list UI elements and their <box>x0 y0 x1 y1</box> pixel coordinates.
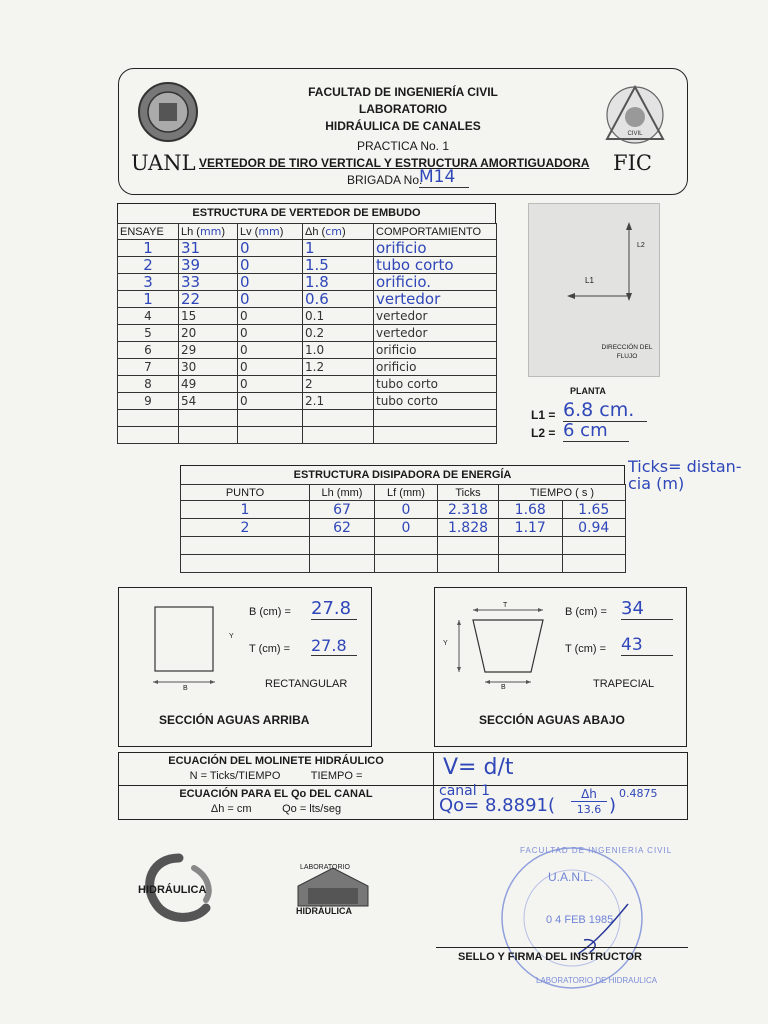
funnel-cell <box>238 410 303 427</box>
funnel-cell: 0 <box>238 325 303 342</box>
col-lv: Lv (mm) <box>238 224 303 240</box>
funnel-cell: vertedor <box>374 291 497 308</box>
seal-civil-text: CIVIL <box>627 131 643 137</box>
dissipator-cell: 1.65 <box>562 501 626 519</box>
funnel-cell <box>374 410 497 427</box>
l2-label: L2 = <box>531 426 556 440</box>
stamp-date-text: 0 4 FEB 1985 <box>546 914 614 926</box>
col-ticks: Ticks <box>438 485 499 501</box>
col-lf: Lf (mm) <box>375 485 438 501</box>
col-punto: PUNTO <box>181 485 310 501</box>
funnel-cell: 1.2 <box>303 359 374 376</box>
upstream-y-label: Y <box>229 633 234 640</box>
funnel-cell: orificio <box>374 359 497 376</box>
upstream-t-field-label: T (cm) = <box>249 643 291 655</box>
qo-exponent: 0.4875 <box>619 787 658 800</box>
funnel-cell: vertedor <box>374 308 497 325</box>
funnel-cell: 1 <box>303 240 374 257</box>
qo-frac-den: 13.6 <box>576 803 602 816</box>
lab-title: LABORATORIO <box>358 102 448 116</box>
funnel-table-row <box>118 427 497 444</box>
dissipator-cell <box>562 555 626 573</box>
funnel-cell: 0.6 <box>303 291 374 308</box>
funnel-cell: 2 <box>303 376 374 393</box>
funnel-cell: 0 <box>238 359 303 376</box>
funnel-cell: 0.2 <box>303 325 374 342</box>
funnel-cell <box>238 427 303 444</box>
funnel-cell: 0 <box>238 393 303 410</box>
downstream-y-label: Y <box>443 640 448 647</box>
funnel-cell: 15 <box>179 308 238 325</box>
col-tiempo: TIEMPO ( s ) <box>499 485 626 501</box>
flow-direction-label: DIRECCIÓN DEL FLUJO <box>601 344 653 360</box>
funnel-cell: 6 <box>118 342 179 359</box>
l2-axis-label: L2 <box>637 242 645 249</box>
funnel-cell <box>118 410 179 427</box>
dissipator-cell: 2 <box>181 519 310 537</box>
funnel-cell: 0 <box>238 257 303 274</box>
dissipator-cell: 0 <box>375 519 438 537</box>
molinete-value: V= d/t <box>443 755 514 780</box>
qo-line1: canal 1 <box>439 783 490 799</box>
downstream-b-field-label: B (cm) = <box>565 606 607 618</box>
molinete-subtitle: N = Ticks/TIEMPO TIEMPO = <box>189 770 363 782</box>
dissipator-cell: 1.68 <box>499 501 563 519</box>
funnel-table-row <box>118 376 497 393</box>
trapezoidal-section-icon <box>449 598 559 694</box>
qo-frac-num: Δh <box>571 787 607 802</box>
funnel-cell: 5 <box>118 325 179 342</box>
dissipator-cell: 0 <box>375 501 438 519</box>
signature-line <box>436 947 688 948</box>
dissipator-cell: 1.828 <box>438 519 499 537</box>
funnel-cell: orificio <box>374 240 497 257</box>
area-title: HIDRÁULICA DE CANALES <box>325 119 481 133</box>
funnel-cell <box>303 427 374 444</box>
funnel-cell: 0 <box>238 240 303 257</box>
col-ensaye: ENSAYE <box>118 224 179 240</box>
funnel-cell: 2.1 <box>303 393 374 410</box>
plan-diagram <box>528 203 660 377</box>
l1-axis-label: L1 <box>585 276 594 285</box>
col-lh: Lh (mm) <box>179 224 238 240</box>
funnel-table-row <box>118 274 497 291</box>
funnel-cell: 29 <box>179 342 238 359</box>
funnel-cell: 1 <box>118 240 179 257</box>
downstream-section-box <box>434 587 687 747</box>
fic-logo-text: FIC <box>613 151 652 175</box>
funnel-table-row <box>118 410 497 427</box>
upstream-section-title: SECCIÓN AGUAS ARRIBA <box>159 713 310 727</box>
funnel-cell: 30 <box>179 359 238 376</box>
dissipator-table-row <box>181 519 626 537</box>
funnel-cell: 22 <box>179 291 238 308</box>
funnel-cell: tubo corto <box>374 257 497 274</box>
funnel-cell: 0 <box>238 308 303 325</box>
logo2-top-text: LABORATORIO <box>300 864 350 871</box>
funnel-cell: 0 <box>238 274 303 291</box>
col-comportamiento: COMPORTAMIENTO <box>374 224 497 240</box>
signature-label: SELLO Y FIRMA DEL INSTRUCTOR <box>458 951 642 963</box>
dissipator-cell <box>499 555 563 573</box>
funnel-cell: 8 <box>118 376 179 393</box>
planta-label: PLANTA <box>570 386 606 396</box>
molinete-title: ECUACIÓN DEL MOLINETE HIDRÁULICO <box>168 755 384 767</box>
funnel-table-row <box>118 342 497 359</box>
funnel-cell: 0 <box>238 291 303 308</box>
downstream-section-title: SECCIÓN AGUAS ABAJO <box>479 713 625 727</box>
uanl-logo-text: UANL <box>131 151 196 175</box>
downstream-t-field-label: T (cm) = <box>565 643 607 655</box>
funnel-cell: 1.0 <box>303 342 374 359</box>
dissipator-cell: 67 <box>310 501 375 519</box>
stamp-bottom-text: LABORATORIO DE HIDRAULICA <box>536 976 658 985</box>
brigade-label: BRIGADA No. <box>347 173 423 187</box>
funnel-cell: 0.1 <box>303 308 374 325</box>
funnel-cell: vertedor <box>374 325 497 342</box>
dissipator-cell: 2.318 <box>438 501 499 519</box>
funnel-cell: tubo corto <box>374 393 497 410</box>
funnel-cell <box>179 427 238 444</box>
upstream-section-box <box>118 587 372 747</box>
practice-number: PRACTICA No. 1 <box>356 139 450 153</box>
l2-value: 6 cm <box>563 420 629 442</box>
funnel-table-row <box>118 240 497 257</box>
downstream-t-label: T <box>503 602 508 609</box>
dissipator-table-row <box>181 555 626 573</box>
funnel-cell: 9 <box>118 393 179 410</box>
downstream-b-label: B <box>501 684 506 691</box>
qo-close-paren: ) <box>609 795 617 816</box>
funnel-cell: orificio <box>374 342 497 359</box>
funnel-table-row <box>118 393 497 410</box>
l1-value: 6.8 cm. <box>563 399 647 422</box>
funnel-cell: 20 <box>179 325 238 342</box>
col-lh: Lh (mm) <box>310 485 375 501</box>
funnel-cell: 49 <box>179 376 238 393</box>
funnel-cell: 31 <box>179 240 238 257</box>
stamp-ring-text: FACULTAD DE INGENIERIA CIVIL <box>520 846 673 855</box>
funnel-cell: 7 <box>118 359 179 376</box>
dissipator-table <box>180 484 626 573</box>
dissipator-cell <box>310 537 375 555</box>
qo-line2: Qo= 8.8891( <box>439 795 555 816</box>
qo-title: ECUACIÓN PARA EL Qo DEL CANAL <box>179 788 373 800</box>
funnel-table-row <box>118 325 497 342</box>
l1-label: L1 = <box>531 408 556 422</box>
equations-box <box>118 752 688 820</box>
rectangular-section-icon <box>141 602 241 692</box>
dissipator-table-header <box>181 485 626 501</box>
funnel-table-row <box>118 257 497 274</box>
downstream-t-value: 43 <box>621 635 673 656</box>
ticks-note: Ticks= distan- cia (m) <box>628 457 742 493</box>
qo-subtitle: Δh = cm Qo = lts/seg <box>210 803 342 815</box>
funnel-cell: 33 <box>179 274 238 291</box>
dissipator-table-row <box>181 501 626 519</box>
funnel-cell: 3 <box>118 274 179 291</box>
funnel-cell: 1 <box>118 291 179 308</box>
dissipator-cell <box>499 537 563 555</box>
dissipator-cell <box>438 537 499 555</box>
dissipator-cell <box>375 537 438 555</box>
funnel-table <box>117 223 497 444</box>
upstream-b-label: B <box>183 685 188 692</box>
funnel-table-row <box>118 291 497 308</box>
logo1-text: HIDRÁULICA <box>138 884 207 896</box>
dissipator-cell <box>181 537 310 555</box>
dissipator-cell: 62 <box>310 519 375 537</box>
dissipator-cell: 0.94 <box>562 519 626 537</box>
funnel-cell: 0 <box>238 376 303 393</box>
dissipator-cell: 1.17 <box>499 519 563 537</box>
funnel-cell: 1.8 <box>303 274 374 291</box>
funnel-cell: 4 <box>118 308 179 325</box>
dissipator-cell <box>562 537 626 555</box>
funnel-cell: 2 <box>118 257 179 274</box>
funnel-cell: 54 <box>179 393 238 410</box>
upstream-b-value: 27.8 <box>311 598 357 620</box>
funnel-cell <box>179 410 238 427</box>
dissipator-cell: 1 <box>181 501 310 519</box>
funnel-cell: 39 <box>179 257 238 274</box>
header-box <box>118 68 688 195</box>
dissipator-cell <box>310 555 375 573</box>
funnel-cell <box>303 410 374 427</box>
col-dh: Δh (cm) <box>303 224 374 240</box>
brigade-value: M14 <box>419 167 469 188</box>
dissipator-cell <box>375 555 438 573</box>
funnel-cell <box>374 427 497 444</box>
funnel-table-title: ESTRUCTURA DE VERTEDOR DE EMBUDO <box>117 203 496 223</box>
stamp-center-text: U.A.N.L. <box>548 870 594 884</box>
faculty-title: FACULTAD DE INGENIERÍA CIVIL <box>308 85 498 99</box>
trapecial-label: TRAPECIAL <box>593 678 655 690</box>
funnel-table-header <box>118 224 497 240</box>
funnel-cell: 0 <box>238 342 303 359</box>
funnel-cell <box>118 427 179 444</box>
dissipator-cell <box>438 555 499 573</box>
funnel-cell: orificio. <box>374 274 497 291</box>
funnel-table-row <box>118 359 497 376</box>
downstream-b-value: 34 <box>621 598 673 620</box>
upstream-b-field-label: B (cm) = <box>249 606 291 618</box>
dissipator-table-row <box>181 537 626 555</box>
dissipator-cell <box>181 555 310 573</box>
funnel-cell: tubo corto <box>374 376 497 393</box>
funnel-cell: 1.5 <box>303 257 374 274</box>
dissipator-table-title: ESTRUCTURA DISIPADORA DE ENERGÍA <box>180 465 625 484</box>
funnel-table-row <box>118 308 497 325</box>
practice-title: VERTEDOR DE TIRO VERTICAL Y ESTRUCTURA AMORTIGUADORA <box>199 156 590 170</box>
logo2-bottom-text: HIDRÁULICA <box>296 906 352 916</box>
rectangular-label: RECTANGULAR <box>265 678 348 690</box>
upstream-t-value: 27.8 <box>311 636 357 656</box>
